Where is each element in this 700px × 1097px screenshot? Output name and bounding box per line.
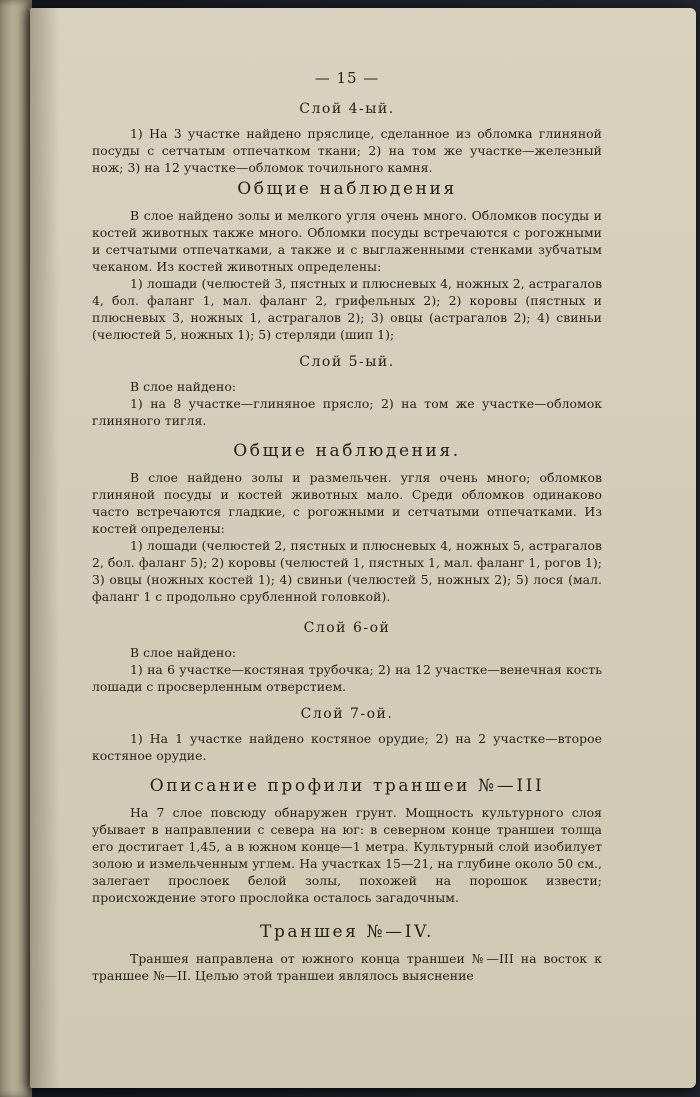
section-heading: Траншея №—IV. [260,922,434,942]
section-paragraph: Траншея направлена от южного конца траншеи №—III на восток к траншее №—II. Целью этой траншеи являлось выяснение [92,951,602,983]
section-paragraph: 1) на 6 участке—костяная трубочка; 2) на 12 участке—венечная кость лошади с просверленным отверстием. [92,662,602,694]
section-paragraph: 1) на 8 участке—глиняное пряслo; 2) на том же участке—обломок глиняного тигля. [92,396,602,428]
book-page [30,8,696,1088]
section-paragraph: 1) На 1 участке найдено костяное орудие; 2) на 2 участке—второе костяное орудие. [92,731,602,763]
section-layer-4 [92,101,602,176]
section-heading: Слой 6-ой [303,620,391,636]
section-heading: Слой 5-ый. [299,354,395,370]
page-number: — 15 — [314,69,380,87]
page-content [92,70,602,989]
section-paragraph: В слое найдено золы и мелкого угля очень много. Обломков посуды и костей животных также много. Обломки посуды встречаются с рогожными и сетчатыми отпечатками, а также и с выглаженными стенками зубчатым чеканом. Из костей животных определены: [92,208,602,274]
section-heading: Слой 7-ой. [300,706,394,722]
section-trench-3-profile [92,778,602,906]
section-layer-5 [92,354,602,429]
section-trench-4 [92,924,602,984]
section-general-observations-2 [92,443,602,605]
section-paragraph: В слое найдено золы и размельчен. угля очень много; обломков глиняной посуды и костей животных мало. Среди обломков одинаково часто встречаются гладкие, с рогожными и сетчатыми отпечатками. Из костей определены: [92,470,602,536]
section-paragraph: 1) лошади (челюстей 2, пястных и плюсневых 4, ножных 5, астрагалов 2, бол. фаланг 5); 2) коровы (челюстей 1, пястных 1, мал. фаланг 1, рогов 1); 3) овцы (ножных костей 1); 4) свиньи (челюстей 5, ножных 2); 5) лося (мал. фаланг 1 с продольно срубленной головкой). [92,538,602,604]
facing-page-edge [0,0,32,1097]
section-layer-6 [92,620,602,695]
section-paragraph: 1) На 3 участке найдено пряслице, сделанное из обломка глиняной посуды с сетчатым отпечатком ткани; 2) на том же участке—железный нож; 3) на 12 участке—обломок точильного камня. [92,126,602,175]
spine-shadow [30,8,60,1088]
section-heading: Слой 4-ый. [299,101,395,117]
section-heading: Общие наблюдения [237,179,457,199]
section-general-observations-1 [92,181,602,343]
section-paragraph: В слое найдено: [130,645,237,660]
section-paragraph: В слое найдено: [130,379,237,394]
section-layer-7 [92,706,602,764]
section-heading: Общие наблюдения. [233,441,461,461]
section-paragraph: На 7 слое повсюду обнаружен грунт. Мощность культурного слоя убывает в направлении с севера на юг: в северном конце траншеи толща его достигает 1,45, а в южном конце—1 метра. Культурный слой изобилует золою и измельченным углем. На участках 15—21, на глубине около 50 см., залегает прослоек белой золы, похожей на порошок извести; происхождение этого прослойка осталось загадочным. [92,805,602,905]
section-paragraph: 1) лошади (челюстей 3, пястных и плюсневых 4, ножных 2, астрагалов 4, бол. фаланг 1, мал. фаланг 2, грифельных 2); 2) коровы (пястных и плюсневых 3, ножных 1, астрагалов 2); 3) овцы (астрагалов 2); 4) свиньи (челюстей 5, ножных 1); 5) стерляди (шип 1); [92,276,602,342]
section-heading: Описание профили траншеи №—III [149,776,545,796]
